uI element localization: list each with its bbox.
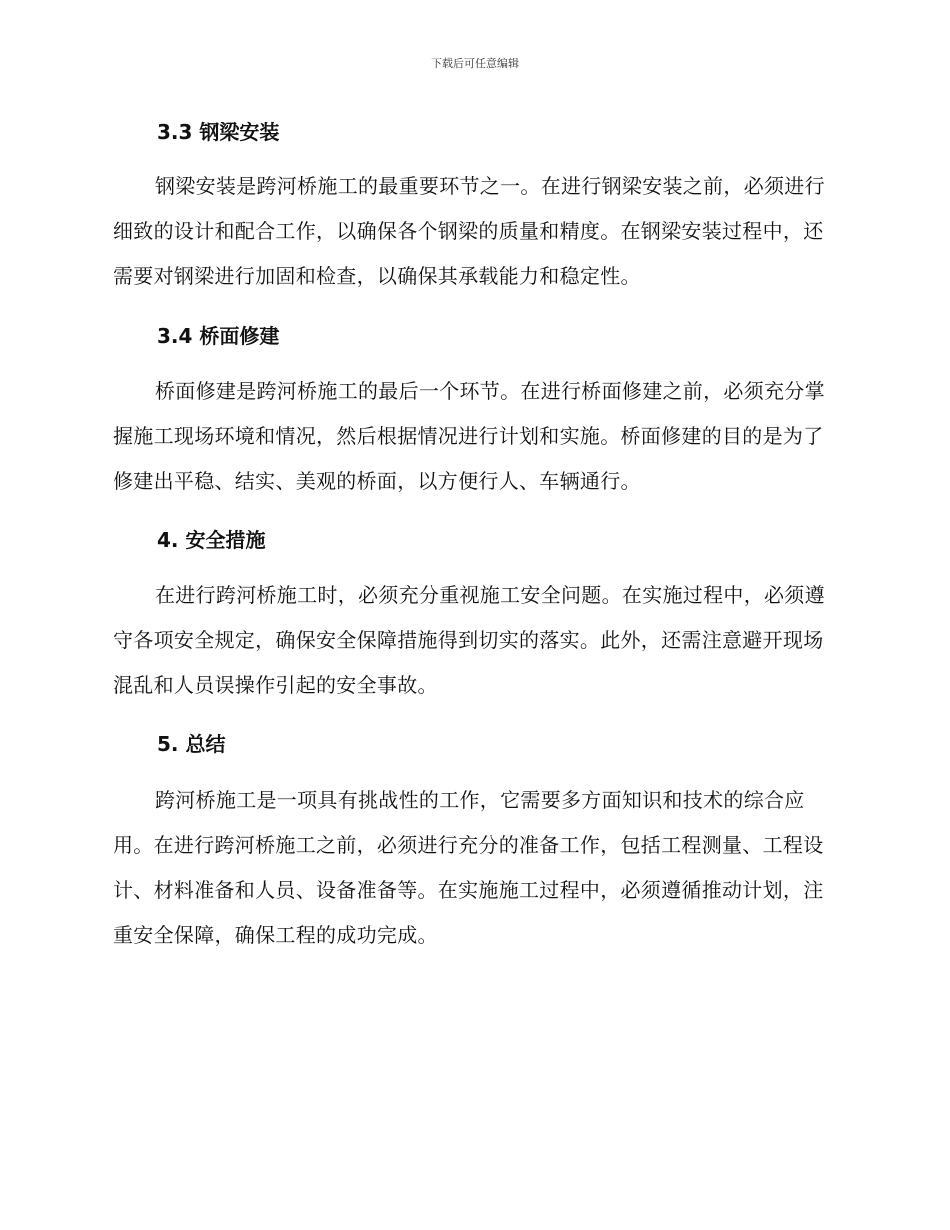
section-paragraph-safety-measures: 在进行跨河桥施工时，必须充分重视施工安全问题。在实施过程中，必须遵守各项安全规定，确保安全保障措施得到切实的落实。此外，还需注意避开现场混乱和人员误操作引起的安全事故。 [113, 583, 825, 697]
page-header-note: 下载后可任意编辑 [431, 57, 519, 70]
section-paragraph-deck-construction: 桥面修建是跨河桥施工的最后一个环节。在进行桥面修建之前，必须充分掌握施工现场环境和情况，然后根据情况进行计划和实施。桥面修建的目的是为了修建出平稳、结实、美观的桥面，以方便行人、车辆通行。 [113, 379, 825, 493]
section-heading-deck-construction: 3.4 桥面修建 [157, 324, 280, 348]
section-heading-summary: 5. 总结 [157, 732, 226, 756]
section-paragraph-steel-beam-installation: 钢梁安装是跨河桥施工的最重要环节之一。在进行钢梁安装之前，必须进行细致的设计和配合工作，以确保各个钢梁的质量和精度。在钢梁安装过程中，还需要对钢梁进行加固和检查，以确保其承载能力和稳定性。 [113, 174, 825, 288]
section-paragraph-summary: 跨河桥施工是一项具有挑战性的工作，它需要多方面知识和技术的综合应用。在进行跨河桥施工之前，必须进行充分的准备工作，包括工程测量、工程设计、材料准备和人员、设备准备等。在实施施工过程中，必须遵循推动计划，注重安全保障，确保工程的成功完成。 [113, 788, 824, 947]
section-heading-safety-measures: 4. 安全措施 [157, 528, 266, 552]
section-heading-steel-beam-installation: 3.3 钢梁安装 [157, 120, 280, 144]
